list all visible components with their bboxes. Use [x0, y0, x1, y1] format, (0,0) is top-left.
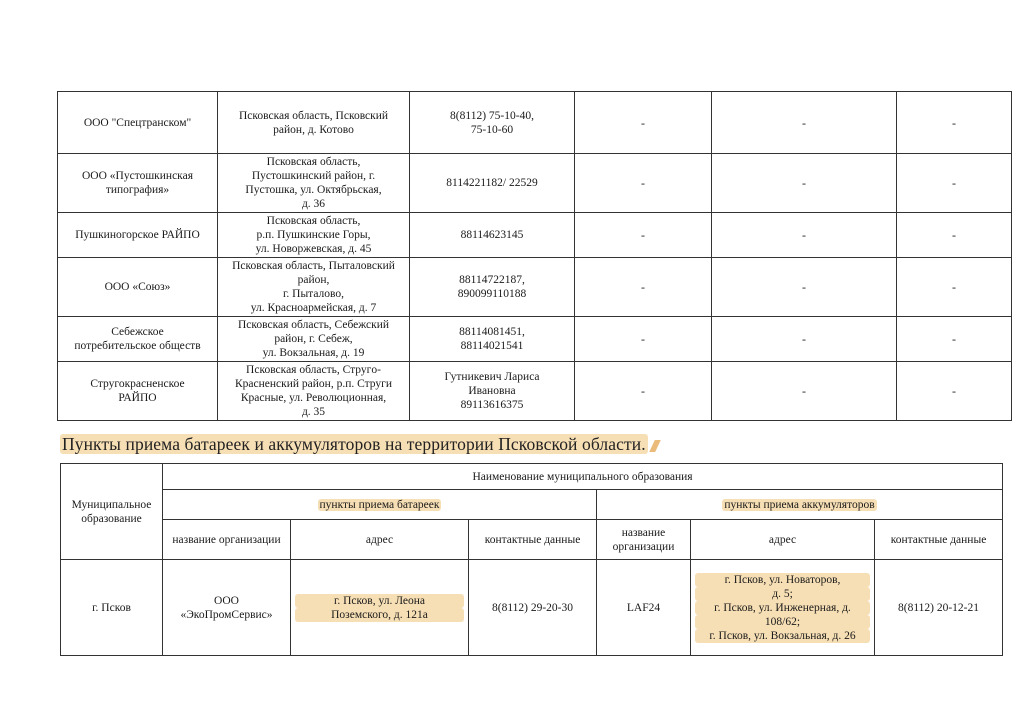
main-header: Наименование муниципального образования — [163, 464, 1003, 490]
cell-dash: - — [897, 317, 1012, 362]
battery-address: г. Псков, ул. Леона Поземского, д. 121а — [291, 560, 469, 656]
city-cell: г. Псков — [61, 560, 163, 656]
cell-dash: - — [575, 154, 712, 213]
org-phone: Гутникевич Лариса Ивановна 89113616375 — [410, 362, 575, 421]
org-address: Псковская область, Себежский район, г. Себеж, ул. Вокзальная, д. 19 — [218, 317, 410, 362]
group-header-row — [61, 490, 1003, 520]
cell-dash: - — [712, 317, 897, 362]
cell-dash: - — [897, 258, 1012, 317]
sub-header-contacts: контактные данные — [469, 520, 597, 560]
sub-header-name: название организации — [163, 520, 291, 560]
org-phone: 88114722187, 890099110188 — [410, 258, 575, 317]
cell-dash: - — [575, 213, 712, 258]
table-row — [61, 560, 1003, 656]
cell-dash: - — [575, 92, 712, 154]
org-name: ООО «Союз» — [58, 258, 218, 317]
org-phone: 88114081451, 88114021541 — [410, 317, 575, 362]
sub-header-row — [61, 520, 1003, 560]
cell-dash: - — [897, 362, 1012, 421]
cell-dash: - — [712, 258, 897, 317]
org-phone: 88114623145 — [410, 213, 575, 258]
org-address: Псковская область, Псковский район, д. Котово — [218, 92, 410, 154]
group-accumulators: пункты приема аккумуляторов — [597, 490, 1003, 520]
cell-dash: - — [712, 213, 897, 258]
battery-org: ООО «ЭкоПромСервис» — [163, 560, 291, 656]
group-batteries: пункты приема батареек — [163, 490, 597, 520]
cell-dash: - — [712, 154, 897, 213]
org-name: Себежское потребительское обществ — [58, 317, 218, 362]
header-row — [61, 464, 1003, 490]
organizations-table — [57, 91, 1012, 421]
table-row — [58, 154, 1012, 213]
org-address: Псковская область, Стругo- Красненский район, р.п. Струги Красные, ул. Революционная, д. 35 — [218, 362, 410, 421]
municipal-header: Муниципальное образование — [61, 464, 163, 560]
cell-dash: - — [712, 362, 897, 421]
cell-dash: - — [575, 362, 712, 421]
accumulator-contact: 8(8112) 20-12-21 — [875, 560, 1003, 656]
cell-dash: - — [712, 92, 897, 154]
table-row — [58, 362, 1012, 421]
accumulator-address: г. Псков, ул. Новаторов, д. 5; г. Псков, ул. Инженерная, д. 108/62; г. Псков, ул. Вокзальная, д. 26 — [691, 560, 875, 656]
org-phone: 8114221182/ 22529 — [410, 154, 575, 213]
org-name: ООО "Спецтранском" — [58, 92, 218, 154]
org-address: Псковская область, р.п. Пушкинские Горы, ул. Новоржевская, д. 45 — [218, 213, 410, 258]
accumulator-org: LAF24 — [597, 560, 691, 656]
table-row — [58, 92, 1012, 154]
table-row — [58, 258, 1012, 317]
org-phone: 8(8112) 75-10-40, 75-10-60 — [410, 92, 575, 154]
cell-dash: - — [575, 317, 712, 362]
battery-contact: 8(8112) 29-20-30 — [469, 560, 597, 656]
org-name: ООО «Пустошкинская типография» — [58, 154, 218, 213]
cell-dash: - — [897, 154, 1012, 213]
sub-header-contacts: контактные данные — [875, 520, 1003, 560]
sub-header-address: адрес — [691, 520, 875, 560]
org-address: Псковская область, Пустошкинский район, г. Пустошка, ул. Октябрьская, д. 36 — [218, 154, 410, 213]
table-row — [58, 213, 1012, 258]
cell-dash: - — [897, 213, 1012, 258]
cell-dash: - — [897, 92, 1012, 154]
table-row — [58, 317, 1012, 362]
section-title: Пункты приема батареек и аккумуляторов на территории Псковской области. — [60, 434, 658, 455]
cell-dash: - — [575, 258, 712, 317]
highlight-mark-icon — [649, 440, 661, 452]
collection-points-table — [60, 463, 1003, 656]
sub-header-address: адрес — [291, 520, 469, 560]
org-address: Псковская область, Пыталовский район, г. Пыталово, ул. Красноармейская, д. 7 — [218, 258, 410, 317]
org-name: Стругокрасненское РАЙПО — [58, 362, 218, 421]
org-name: Пушкиногорское РАЙПО — [58, 213, 218, 258]
sub-header-name: название организации — [597, 520, 691, 560]
